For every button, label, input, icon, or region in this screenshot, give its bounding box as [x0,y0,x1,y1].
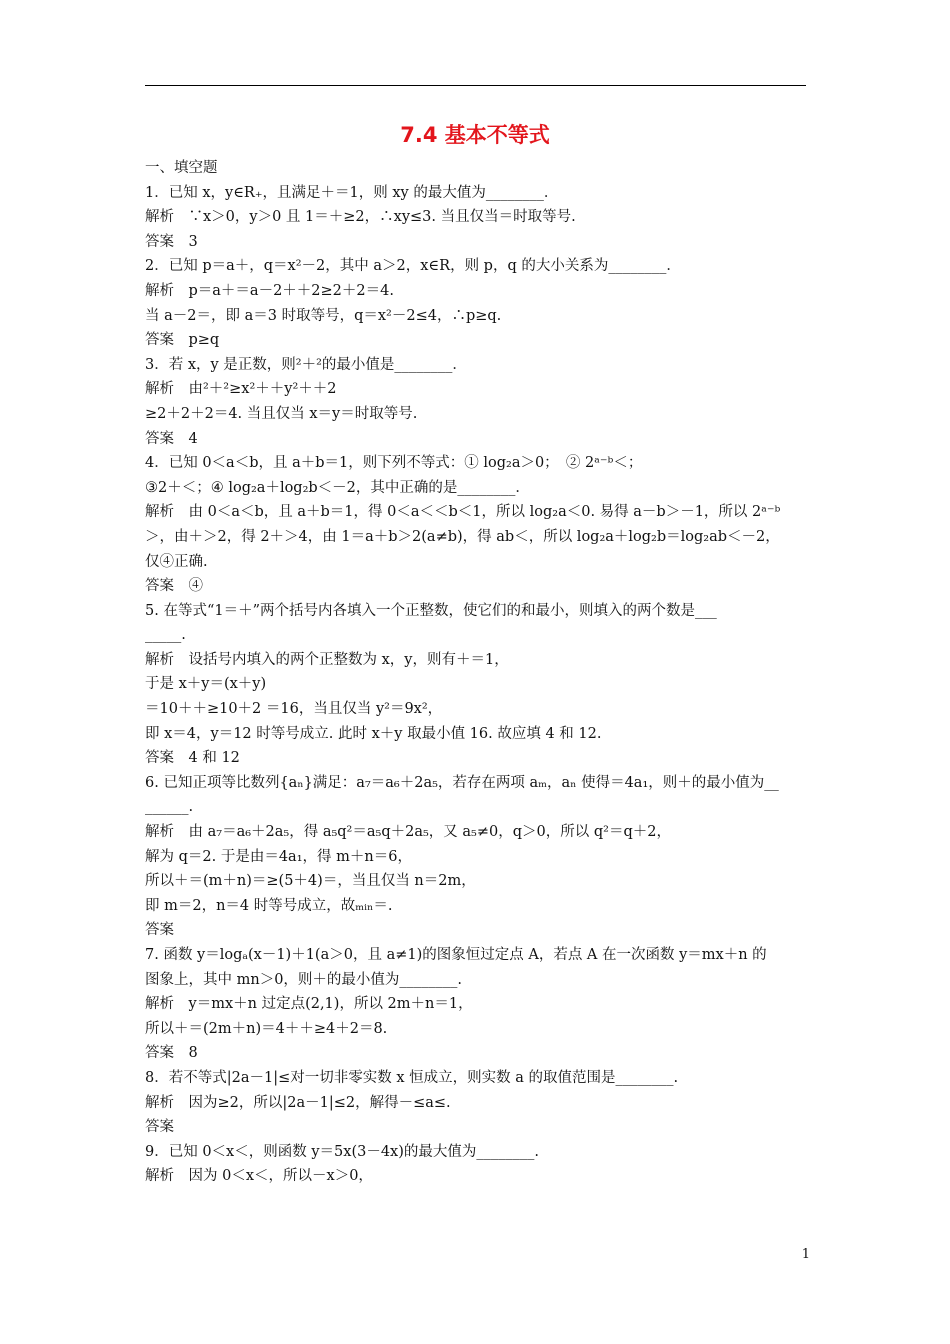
text-line: 9．已知 0＜x＜，则函数 y＝5x(3－4x)的最大值为________. [145,1143,539,1160]
text-line: 答案 [145,1119,174,1136]
text-line: 解析 由 a₇＝a₆＋2a₅，得 a₅q²＝a₅q＋2a₅，又 a₅≠0，q＞0，所以 q²＝q＋2， [145,824,671,841]
text-line: 即 m＝2，n＝4 时等号成立，故ₘᵢₙ＝. [145,897,393,914]
text-line: 解析 ∵x＞0，y＞0 且 1＝＋≥2，∴xy≤3. 当且仅当＝时取等号. [145,209,576,226]
text-line: 图象上，其中 mn＞0，则＋的最小值为________. [145,971,463,988]
document-body [145,156,807,1189]
text-line: ≥2＋2＋2＝4. 当且仅当 x＝y＝时取等号. [145,405,418,422]
text-line: 8．若不等式|2a－1|≤对一切非零实数 x 恒成立，则实数 a 的取值范围是________. [145,1069,679,1086]
text-line: 仅④正确. [145,553,208,570]
text-line: ＝10＋＋≥10＋2 ＝16，当且仅当 y²＝9x²， [145,701,443,718]
text-line: 4．已知 0＜a＜b，且 a＋b＝1，则下列不等式：① log₂a＞0； ② 2ᵃ⁻ᵇ＜； [145,455,643,472]
header-rule [145,85,806,86]
text-line: 解析 p＝a＋＝a－2＋＋2≥2＋2＝4. [145,282,394,299]
text-line: 答案 4 [145,430,198,447]
text-line: 解析 设括号内填入的两个正整数为 x，y，则有＋＝1， [145,651,509,668]
text-line: 5. 在等式“1＝＋”两个括号内各填入一个正整数，使它们的和最小，则填入的两个数是___ [145,602,717,619]
text-line: 6. 已知正项等比数列{aₙ}满足：a₇＝a₆＋2a₅，若存在两项 aₘ，aₙ 使得＝4a₁，则＋的最小值为__ [145,774,779,791]
text-line: 答案 [145,922,174,939]
page-title: 7.4 基本不等式 [400,123,550,147]
page-number: 1 [801,1247,810,1262]
text-line: 1．已知 x，y∈R₊，且满足＋＝1，则 xy 的最大值为________． [145,184,559,201]
text-line: 解析 由 0＜a＜b，且 a＋b＝1，得 0＜a＜＜b＜1，所以 log₂a＜0. 易得 a－b＞－1，所以 2ᵃ⁻ᵇ [145,504,781,521]
text-line: 答案 4 和 12 [145,750,240,767]
text-line: 解为 q＝2. 于是由＝4a₁，得 m＋n＝6， [145,848,412,865]
text-line: 2．已知 p＝a＋，q＝x²－2，其中 a＞2，x∈R，则 p，q 的大小关系为________． [145,258,681,275]
text-line: 解析 由²＋²≥x²＋＋y²＋＋2 [145,381,337,398]
text-line: 于是 x＋y＝(x＋y) [145,676,267,693]
text-line: 答案 ④ [145,578,203,595]
text-line: 解析 因为≥2，所以|2a－1|≤2，解得－≤a≤. [145,1094,451,1111]
text-line: 即 x＝4，y＝12 时等号成立. 此时 x＋y 取最小值 16. 故应填 4 和 12. [145,725,602,742]
text-line: ③2＋＜；④ log₂a＋log₂b＜－2，其中正确的是________． [145,479,530,496]
text-line: ______. [145,799,194,816]
text-line: 答案 3 [145,233,198,250]
text-line: 7. 函数 y＝logₐ(x－1)＋1(a＞0，且 a≠1)的图象恒过定点 A，若点 A 在一次函数 y＝mx＋n 的 [145,947,767,963]
text-line: 答案 8 [145,1045,198,1062]
text-line: ＞，由＋＞2，得 2＋＞4，由 1＝a＋b＞2(a≠b)，得 ab＜，所以 log₂a＋log₂b＝log₂ab＜－2， [145,528,780,545]
text-line: 当 a－2＝，即 a＝3 时取等号，q＝x²－2≤4，∴p≥q. [145,307,502,324]
text-line: 所以＋＝(m＋n)＝≥(5＋4)＝，当且仅当 n＝2m， [145,873,476,890]
text-line: 答案 p≥q [145,332,220,349]
text-line: 解析 y＝mx＋n 过定点(2,1)，所以 2m＋n＝1， [145,996,473,1013]
text-line: _____. [145,627,186,644]
text-line: 所以＋＝(2m＋n)＝4＋＋≥4＋2＝8. [145,1020,388,1037]
text-line: 解析 因为 0＜x＜，所以－x＞0， [145,1168,373,1185]
text-line: 一、填空题 [145,160,218,176]
text-line: 3．若 x，y 是正数，则²＋²的最小值是________． [145,356,467,373]
